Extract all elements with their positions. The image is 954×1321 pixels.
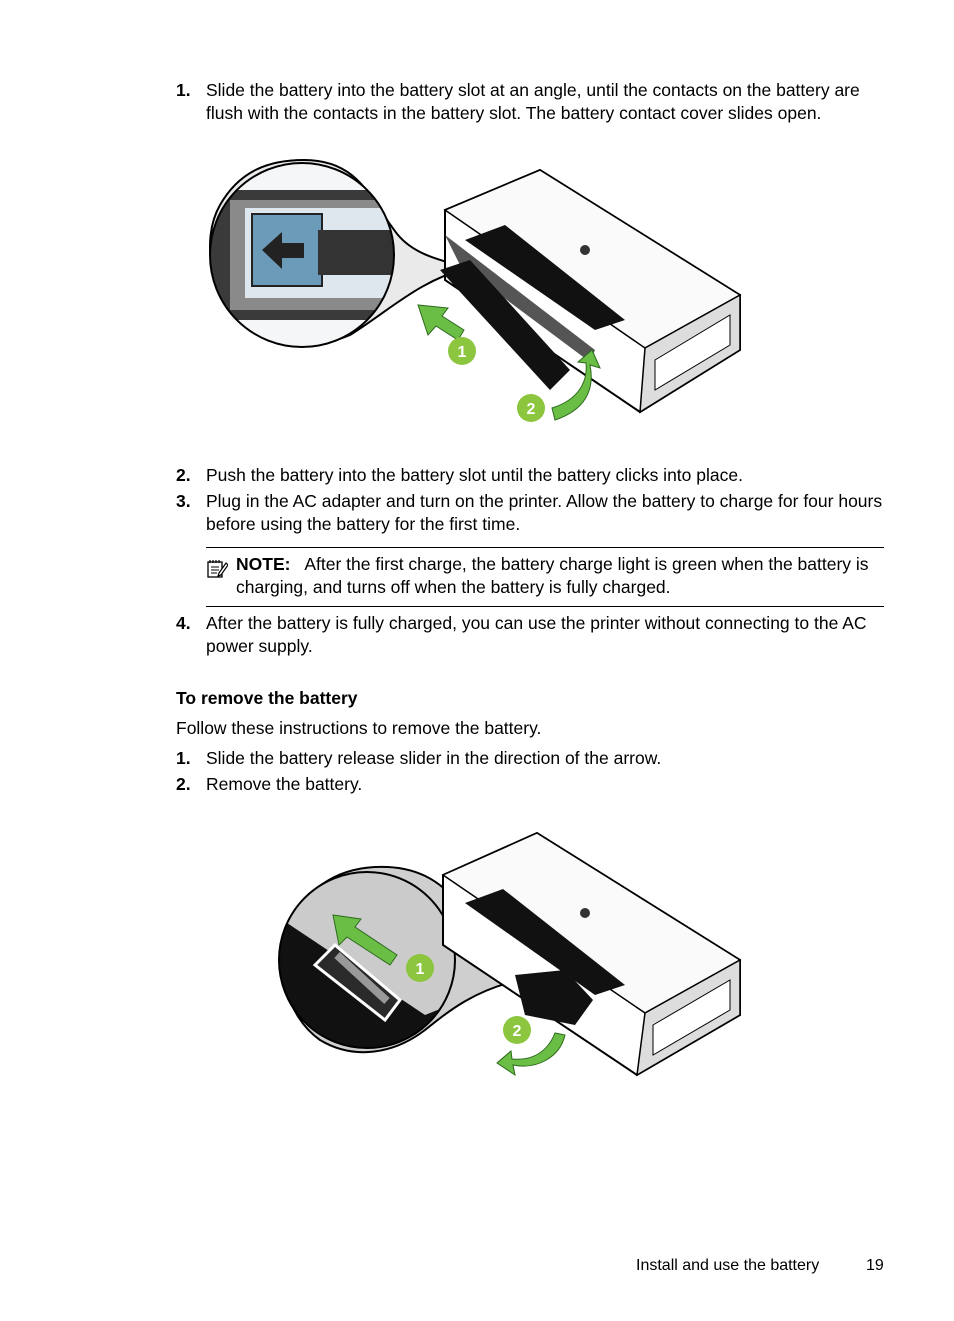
remove-intro: Follow these instructions to remove the battery. [176,718,542,738]
footer-page-number: 19 [866,1257,884,1274]
figure-remove-battery [275,825,755,1085]
step-text: Slide the battery into the battery slot at an angle, until the contacts on the battery are flush with the contacts in the battery slot. The battery contact cover slides open. [206,80,860,123]
callout-2-label: 2 [526,401,536,418]
callout-1-label: 1 [457,344,467,361]
remove-heading: To remove the battery [176,688,358,708]
footer-section-title: Install and use the battery [636,1257,820,1274]
step-number: 2. [176,774,191,794]
step-number: 1. [176,80,191,100]
step-text: Remove the battery. [206,774,363,794]
step-number: 1. [176,748,191,768]
note-box [206,547,884,607]
note-content [236,553,886,599]
step-text: Push the battery into the battery slot until the battery clicks into place. [206,465,743,485]
step-number: 2. [176,465,191,485]
figure-insert-battery [200,150,760,435]
step-text: Slide the battery release slider in the direction of the arrow. [206,748,662,768]
note-label: NOTE: [236,554,291,574]
step-text: After the battery is fully charged, you can use the printer without connecting to the AC power supply. [206,613,867,656]
note-text: After the first charge, the battery charge light is green when the battery is charging, and turns off when the battery is fully charged. [236,554,869,597]
callout-2-label: 2 [512,1023,522,1040]
note-pad-icon [206,557,228,579]
callout-1-label: 1 [415,961,425,978]
step-text: Plug in the AC adapter and turn on the printer. Allow the battery to charge for four hours before using the battery for the first time. [206,491,883,534]
step-number: 3. [176,491,191,511]
step-number: 4. [176,613,191,633]
